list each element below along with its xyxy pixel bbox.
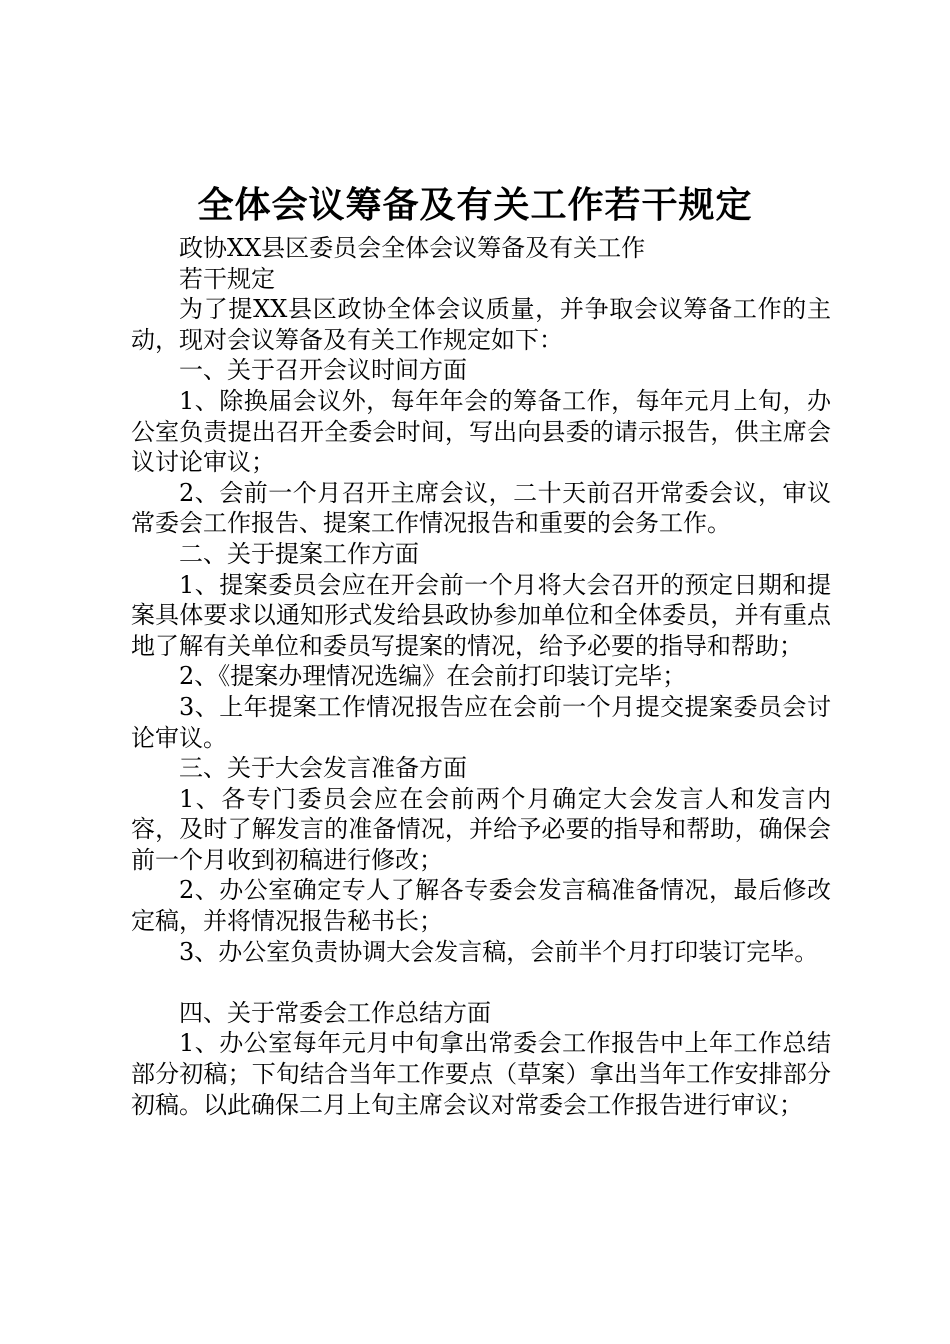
paragraph: 1、各专门委员会应在会前两个月确定大会发言人和发言内容，及时了解发言的准备情况，并给予必要的指导和帮助，确保会前一个月收到初稿进行修改；	[131, 784, 831, 874]
section-heading: 一、关于召开会议时间方面	[179, 356, 467, 385]
paragraph: 2、《提案办理情况选编》在会前打印装订完毕；	[179, 662, 687, 691]
paragraph: 3、办公室负责协调大会发言稿，会前半个月打印装订完毕。	[179, 937, 819, 966]
paragraph: 1、除换届会议外，每年年会的筹备工作，每年元月上旬，办公室负责提出召开全委会时间，写出向县委的请示报告，供主席会议讨论审议；	[131, 386, 831, 477]
blank-line	[131, 967, 831, 998]
paragraph: 1、提案委员会应在开会前一个月将大会召开的预定日期和提案具体要求以通知形式发给县政协参加单位和全体委员，并有重点地了解有关单位和委员写提案的情况，给予必要的指导和帮助；	[131, 570, 831, 660]
paragraph: 政协XX县区委员会全体会议筹备及有关工作	[179, 234, 646, 262]
paragraph: 为了提XX县区政协全体会议质量，并争取会议筹备工作的主动，现对会议筹备及有关工作规定如下：	[131, 295, 831, 354]
paragraph: 2、办公室确定专人了解各专委会发言稿准备情况，最后修改定稿，并将情况报告秘书长；	[131, 876, 831, 936]
section-heading: 四、关于常委会工作总结方面	[179, 998, 491, 1027]
paragraph: 若干规定	[179, 264, 275, 293]
paragraph: 3、上年提案工作情况报告应在会前一个月提交提案委员会讨论审议。	[131, 692, 831, 752]
document-body	[131, 233, 831, 1120]
document-title: 全体会议筹备及有关工作若干规定	[197, 185, 753, 226]
section-heading: 二、关于提案工作方面	[179, 539, 419, 568]
section-heading: 三、关于大会发言准备方面	[179, 754, 467, 783]
paragraph: 2、会前一个月召开主席会议，二十天前召开常委会议，审议常委会工作报告、提案工作情况报告和重要的会务工作。	[131, 478, 831, 538]
paragraph: 1、办公室每年元月中旬拿出常委会工作报告中上年工作总结部分初稿；下旬结合当年工作要点（草案）拿出当年工作安排部分初稿。以此确保二月上旬主席会议对常委会工作报告进行审议；	[131, 1029, 831, 1119]
